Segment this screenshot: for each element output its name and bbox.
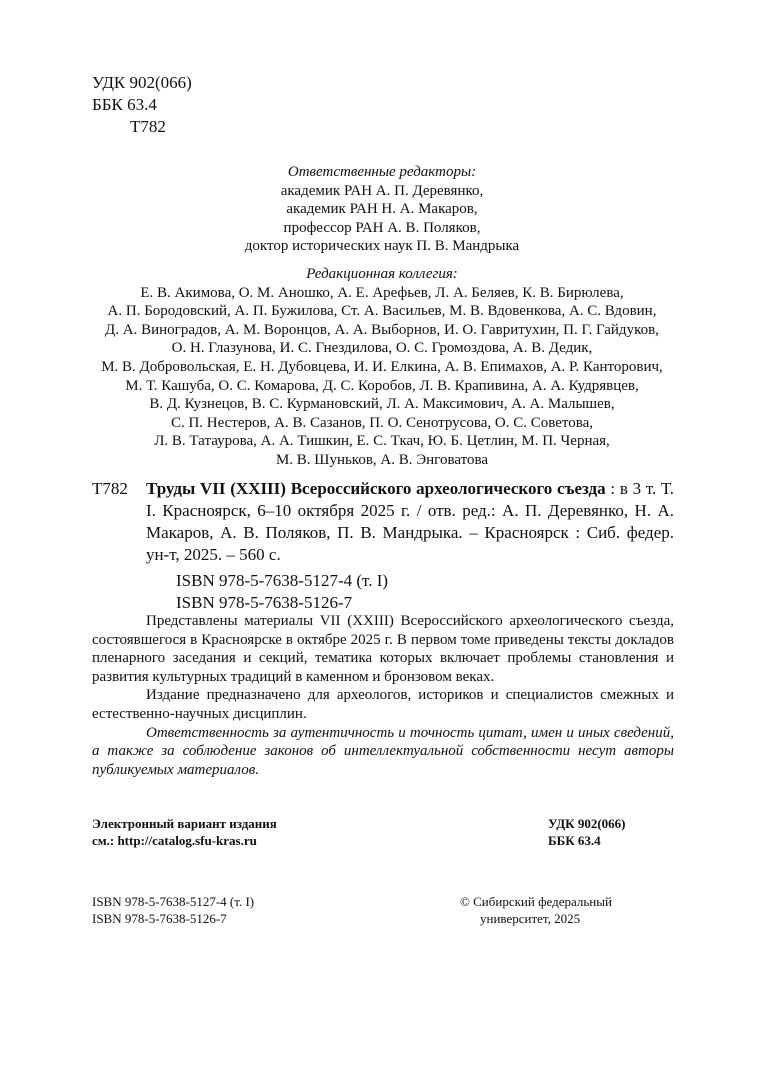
- entry-isbn-volume: ISBN 978-5-7638-5127-4 (т. I): [176, 571, 389, 590]
- editor-name: академик РАН А. П. Деревянко,: [280, 182, 484, 199]
- copyright: [460, 893, 612, 927]
- board-line: Д. А. Виноградов, А. М. Воронцов, А. А. Выборнов, И. О. Гавритухин, П. Г. Гайдуков,: [105, 321, 659, 338]
- responsibility-note: Ответственность за аутентичность и точность цитат, имен и иных сведений, а также за соблюдение законов об интеллектуальной собственности несут авторы публикуемых материалов.: [92, 724, 674, 778]
- editor-name: доктор исторических наук П. В. Мандрыка: [244, 238, 520, 255]
- bottom-codes: [548, 815, 626, 849]
- entry-isbn-set: ISBN 978-5-7638-5126-7: [176, 593, 353, 612]
- bbk-code: ББК 63.4: [92, 95, 157, 114]
- editor-name: академик РАН Н. А. Макаров,: [286, 201, 478, 218]
- board-line: М. В. Шуньков, А. В. Энговатова: [275, 451, 489, 468]
- editors-block: [80, 163, 684, 256]
- author-mark: Т782: [130, 117, 166, 136]
- copyright-line1: © Сибирский федеральный: [460, 894, 612, 909]
- entry-title: Труды VII (XXIII) Всероссийского археологического съезда: [146, 479, 606, 498]
- bibliographic-entry: [92, 478, 674, 614]
- abstract: [92, 612, 674, 779]
- electronic-version: [92, 815, 277, 849]
- footer-isbn: [92, 893, 254, 927]
- entry-description: [146, 478, 674, 566]
- footer-isbn-set: ISBN 978-5-7638-5126-7: [92, 911, 227, 926]
- udk-code: УДК 902(066): [92, 73, 192, 92]
- audience-paragraph: Издание предназначено для археологов, историков и специалистов смежных и естественно-научных дисциплин.: [92, 687, 674, 722]
- entry-code: Т782: [92, 479, 128, 498]
- electronic-label: Электронный вариант издания: [92, 816, 277, 831]
- bottom-udk: УДК 902(066): [548, 816, 626, 831]
- board-line: М. Т. Кашуба, О. С. Комарова, Д. С. Коробов, Л. В. Крапивина, А. А. Кудрявцев,: [125, 377, 639, 394]
- board-line: В. Д. Кузнецов, В. С. Курмановский, Л. А. Максимович, А. А. Малышев,: [149, 396, 615, 413]
- copyright-line2: университет, 2025: [480, 911, 581, 926]
- board-line: Е. В. Акимова, О. М. Аношко, А. Е. Арефьев, Л. А. Беляев, К. В. Бирюлева,: [140, 284, 624, 301]
- classification-codes: [92, 72, 192, 138]
- abstract-paragraph: Представлены материалы VII (XXIII) Всероссийского археологического съезда, состоявшегося в Красноярске в октябре 2025 г. В первом томе приведены тексты докладов пленарного заседания и секций, тематика которых включает проблемы становления и развития культурных традиций в каменном и бронзовом веках.: [92, 613, 674, 685]
- board-label: Редакционная коллегия:: [306, 266, 458, 282]
- catalog-link[interactable]: см.: http://catalog.sfu-kras.ru: [92, 833, 257, 848]
- editorial-board: [80, 265, 684, 470]
- board-line: С. П. Нестеров, А. В. Сазанов, П. О. Сенотрусова, О. С. Советова,: [170, 414, 594, 431]
- editor-name: профессор РАН А. В. Поляков,: [283, 219, 481, 236]
- bottom-bbk: ББК 63.4: [548, 833, 601, 848]
- board-line: А. П. Бородовский, А. П. Бужилова, Ст. А. Васильев, М. В. Вдовенкова, А. С. Вдовин,: [107, 303, 657, 320]
- board-line: О. Н. Глазунова, И. С. Гнездилова, О. С. Громоздова, А. В. Дедик,: [171, 340, 593, 357]
- editors-label: Ответственные редакторы:: [287, 164, 477, 180]
- board-line: Л. В. Татаурова, А. А. Тишкин, Е. С. Ткач, Ю. Б. Цетлин, М. П. Черная,: [154, 433, 610, 450]
- entry-details: : в 3 т. Т. I. Красноярск, 6–10 октября 2025 г. / отв. ред.: А. П. Деревянко, Н. А. Макаров, А. В. Поляков, П. В. Мандрыка. – Красноярск : Сиб. федер. ун-т, 2025. – 560 с.: [146, 479, 674, 564]
- board-line: М. В. Добровольская, Е. Н. Дубовцева, И. И. Елкина, А. В. Епимахов, А. Р. Канторович,: [101, 358, 663, 375]
- footer-isbn-volume: ISBN 978-5-7638-5127-4 (т. I): [92, 894, 255, 909]
